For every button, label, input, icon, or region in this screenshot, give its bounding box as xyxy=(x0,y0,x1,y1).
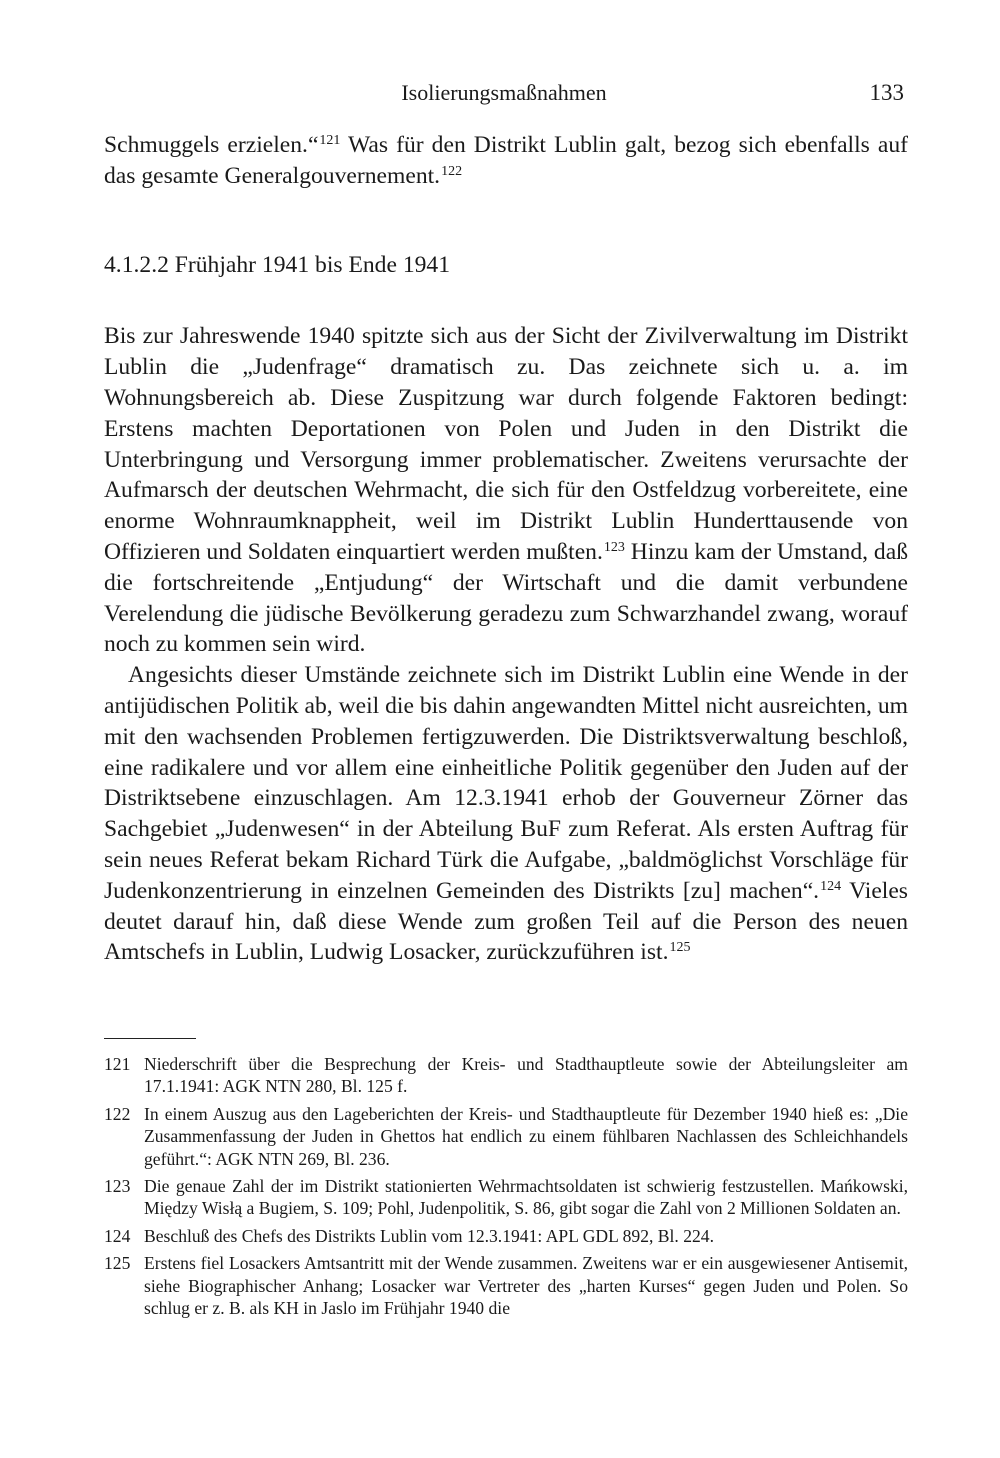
footnote-text: Erstens fiel Losackers Amtsantritt mit der Wende zusammen. Zweitens war er ein ausgewiesener Antisemit, siehe Biographischer Anhang; Losacker war Vertreter des „harten Kurses“ gegen Juden und Polen. So schlug er z. B. als KH in Jaslo im Frühjahr 1940 die xyxy=(144,1253,908,1319)
continuation-text-a: Schmuggels erzielen.“ xyxy=(104,132,319,158)
footnote-number: 122 xyxy=(104,1103,131,1124)
paragraph-1-text-b: Hinzu kam der Umstand, daß die fortschreitende „Entjudung“ der Wirtschaft und die damit verbundene Verelendung die jüdische Bevölkerung geradezu zum Schwarzhandel zwang, worauf noch zu kommen sein wird. xyxy=(104,538,908,658)
section-heading: 4.1.2.2 Frühjahr 1941 bis Ende 1941 xyxy=(104,251,451,278)
footnote-122 xyxy=(104,1103,908,1170)
footnote-123 xyxy=(104,1175,908,1220)
footnote-number: 125 xyxy=(104,1253,131,1274)
body-text xyxy=(104,130,908,968)
footnote-ref-122: 122 xyxy=(441,163,463,179)
page-header xyxy=(104,80,904,112)
footnote-text: Die genaue Zahl der im Distrikt stationierten Wehrmachtsoldaten ist schwierig festzustellen. Mańkowski, Między Wisłą a Bugiem, S. 109; Pohl, Judenpolitik, S. 86, gibt sogar die Zahl von 2 Millionen Soldaten an. xyxy=(144,1176,908,1219)
footnote-ref-123: 123 xyxy=(603,539,625,555)
footnote-number: 123 xyxy=(104,1176,131,1197)
footnote-text: Niederschrift über die Besprechung der Kreis- und Stadthauptleute sowie der Abteilungsleiter am 17.1.1941: AGK NTN 280, Bl. 125 f. xyxy=(144,1054,908,1097)
footnotes xyxy=(104,1053,908,1324)
footnote-text: In einem Auszug aus den Lageberichten der Kreis- und Stadthauptleute für Dezember 1940 hieß es: „Die Zusammenfassung der Juden in Ghettos hat endlich zu einem fühlbaren Nachlassen des Schleichhandels geführt.“: AGK NTN 269, Bl. 236. xyxy=(144,1103,908,1169)
footnote-ref-124: 124 xyxy=(820,878,842,894)
paragraph-1 xyxy=(104,321,908,660)
paragraph-2 xyxy=(104,660,908,968)
footnote-124 xyxy=(104,1225,908,1247)
continuation-paragraph xyxy=(104,130,908,192)
footnote-ref-125: 125 xyxy=(669,940,691,956)
footnote-125 xyxy=(104,1252,908,1319)
paragraph-2-text-a: Angesichts dieser Umstände zeichnete sich im Distrikt Lublin eine Wende in der antijüdischen Politik ab, weil die bis dahin angewandten Mittel nicht ausreichten, um mit den wachsenden Problemen fertigzuwerden. Die Distriktsverwaltung beschloß, eine radikalere und vor allem eine einheitliche Politik gegenüber den Juden auf der Distriktsebene einzuschlagen. Am 12.3.1941 erhob der Gouverneur Zörner das Sachgebiet „Judenwesen“ in der Abteilung BuF zum Referat. Als ersten Auftrag für sein neues Referat bekam Richard Türk die Aufgabe, „baldmöglichst Vorschläge für Judenkonzentrierung in einzelnen Gemeinden des Distrikts [zu] machen“. xyxy=(104,662,908,904)
footnote-121 xyxy=(104,1053,908,1098)
running-title: Isolierungsmaßnahmen xyxy=(401,80,607,105)
footnote-rule xyxy=(104,1038,196,1039)
paragraph-1-text-a: Bis zur Jahreswende 1940 spitzte sich aus der Sicht der Zivilverwaltung im Distrikt Lublin die „Judenfrage“ dramatisch zu. Das zeichnete sich u. a. im Wohnungsbereich ab. Diese Zuspitzung war durch folgende Faktoren bedingt: Erstens machten Deportationen von Polen und Juden in den Distrikt die Unterbringung und Versorgung immer problematischer. Zweitens verursachte der Aufmarsch der deutschen Wehrmacht, die sich für den Ostfeldzug vorbereitete, eine enorme Wohnraumknappheit, weil im Distrikt Lublin Hunderttausende von Offizieren und Soldaten einquartiert werden mußten. xyxy=(104,323,908,565)
footnote-ref-121: 121 xyxy=(319,133,341,148)
continuation-text-b: Was für den Distrikt Lublin galt, bezog sich ebenfalls auf das gesamte Generalgouvernement. xyxy=(104,132,909,189)
paragraph-2-text-b: Vieles deutet darauf hin, daß diese Wende zum großen Teil auf die Person des neuen Amtschefs in Lublin, Ludwig Losacker, zurückzuführen ist. xyxy=(104,877,908,966)
page-number: 133 xyxy=(869,80,904,105)
footnote-number: 121 xyxy=(104,1054,131,1074)
footnote-text: Beschluß des Chefs des Distrikts Lublin vom 12.3.1941: APL GDL 892, Bl. 224. xyxy=(144,1225,714,1246)
footnote-number: 124 xyxy=(104,1225,131,1246)
